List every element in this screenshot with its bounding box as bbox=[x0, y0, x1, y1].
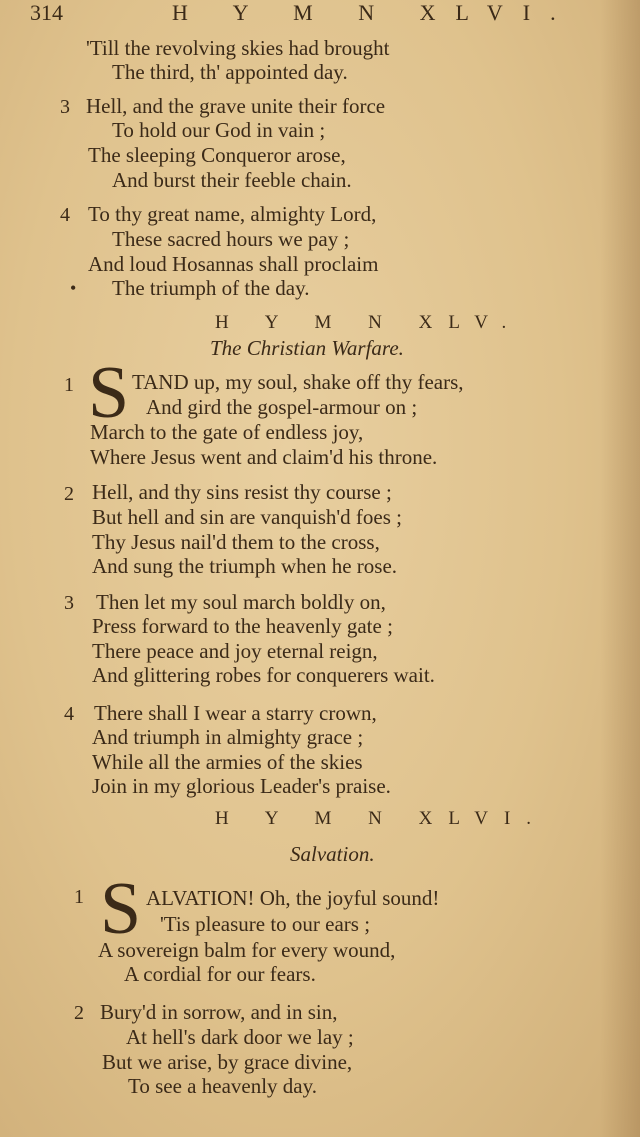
verse-line: Where Jesus went and claim'd his throne. bbox=[90, 445, 438, 469]
verse-number: 2 bbox=[74, 1002, 84, 1024]
verse-line: A cordial for our fears. bbox=[124, 962, 316, 986]
verse-line: And glittering robes for conquerers wait. bbox=[92, 663, 435, 687]
drop-cap: S bbox=[100, 868, 142, 950]
verse-line: TAND up, my soul, shake off thy fears, bbox=[132, 370, 464, 394]
verse-line: There peace and joy eternal reign, bbox=[92, 639, 378, 663]
verse-line: Then let my soul march boldly on, bbox=[96, 590, 386, 614]
verse-number: 3 bbox=[60, 96, 70, 118]
verse-number: 2 bbox=[64, 483, 74, 505]
verse-number: 4 bbox=[60, 204, 70, 226]
verse-line: The triumph of the day. bbox=[112, 276, 310, 300]
hymn-title: H Y M N XLVI. bbox=[215, 808, 548, 829]
running-head: H Y M N XLVI. bbox=[172, 0, 576, 25]
hymn-subtitle: The Christian Warfare. bbox=[210, 336, 404, 360]
hymn-subtitle: Salvation. bbox=[290, 842, 375, 866]
verse-line: To thy great name, almighty Lord, bbox=[88, 202, 377, 226]
verse-line: 'Till the revolving skies had brought bbox=[86, 36, 390, 60]
verse-line: And loud Hosannas shall proclaim bbox=[88, 252, 379, 276]
verse-number: 4 bbox=[64, 703, 74, 725]
verse-number: 3 bbox=[64, 592, 74, 614]
verse-line: A sovereign balm for every wound, bbox=[98, 938, 396, 962]
page-header bbox=[0, 0, 640, 28]
drop-cap: S bbox=[88, 352, 130, 434]
verse-line: The third, th' appointed day. bbox=[112, 60, 348, 84]
verse-line: These sacred hours we pay ; bbox=[112, 227, 350, 251]
verse-line: Hell, and the grave unite their force bbox=[86, 94, 386, 118]
verse-line: The sleeping Conqueror arose, bbox=[88, 143, 346, 167]
verse-line: To hold our God in vain ; bbox=[112, 118, 326, 142]
verse-line: At hell's dark door we lay ; bbox=[126, 1025, 354, 1049]
verse-line: Join in my glorious Leader's praise. bbox=[92, 774, 391, 798]
verse-line: While all the armies of the skies bbox=[92, 750, 363, 774]
verse-line: There shall I wear a starry crown, bbox=[94, 701, 377, 725]
verse-line: And triumph in almighty grace ; bbox=[92, 725, 364, 749]
verse-line: And gird the gospel-armour on ; bbox=[146, 395, 418, 419]
hymn-title: H Y M N XLV. bbox=[215, 312, 523, 333]
verse-line: Hell, and thy sins resist thy course ; bbox=[92, 480, 392, 504]
verse-line: March to the gate of endless joy, bbox=[90, 420, 364, 444]
verse-line: ALVATION! Oh, the joyful sound! bbox=[146, 886, 440, 910]
verse-line: To see a heavenly day. bbox=[128, 1074, 317, 1098]
verse-line: 'Tis pleasure to our ears ; bbox=[160, 912, 371, 936]
verse-line: And burst their feeble chain. bbox=[112, 168, 352, 192]
bullet-mark: • bbox=[70, 278, 77, 298]
verse-line: Press forward to the heavenly gate ; bbox=[92, 614, 393, 638]
verse-line: Bury'd in sorrow, and in sin, bbox=[100, 1000, 338, 1024]
verse-line: But we arise, by grace divine, bbox=[102, 1050, 353, 1074]
verse-line: Thy Jesus nail'd them to the cross, bbox=[92, 530, 380, 554]
verse-line: But hell and sin are vanquish'd foes ; bbox=[92, 505, 402, 529]
verse-number: 1 bbox=[74, 886, 84, 908]
verse-number: 1 bbox=[64, 374, 74, 396]
page-edge-shadow bbox=[600, 0, 640, 1137]
page-number: 314 bbox=[30, 0, 63, 25]
verse-line: And sung the triumph when he rose. bbox=[92, 554, 398, 578]
